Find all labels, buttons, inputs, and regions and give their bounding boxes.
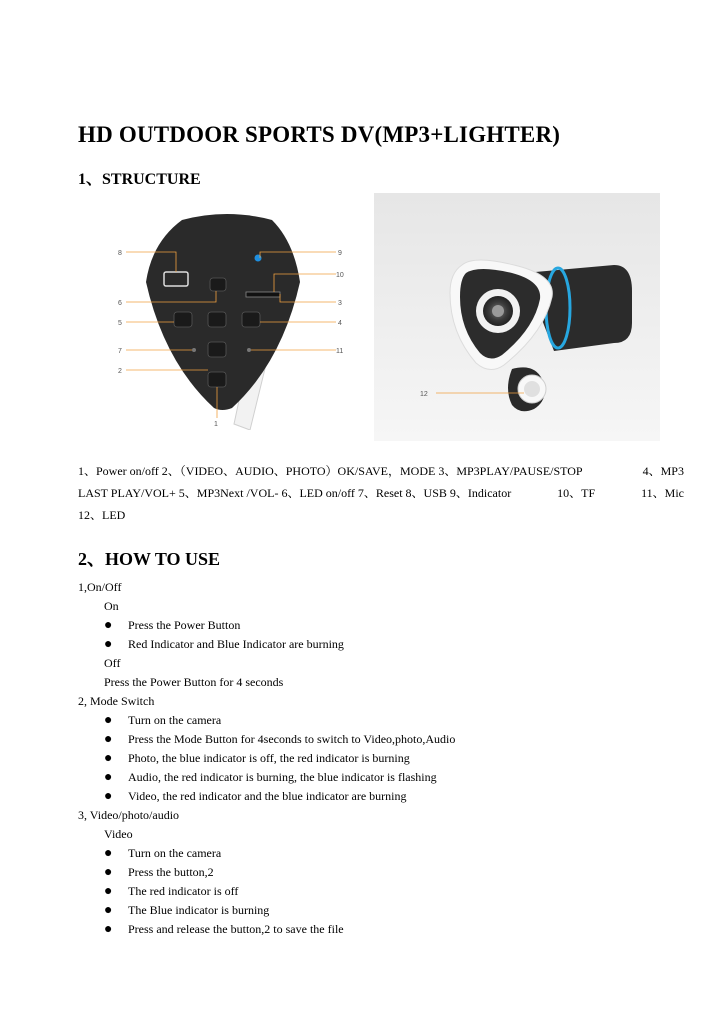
bullet-icon: ● (104, 865, 113, 880)
instruction-text: On (104, 599, 119, 613)
instruction-text: Video (104, 827, 133, 841)
bullet-icon: ● (104, 846, 113, 861)
sub-heading (78, 825, 698, 844)
instruction-text: Video, the red indicator and the blue indicator are burning (128, 789, 407, 803)
sub-heading (78, 597, 698, 616)
button-2 (208, 342, 226, 357)
bullet-icon: ● (104, 732, 113, 747)
legend-text: 11、Mic (641, 486, 684, 500)
legend-text: 4、MP3 (642, 464, 684, 478)
sub-heading (78, 673, 698, 692)
instruction-text: Audio, the red indicator is burning, the blue indicator is flashing (128, 770, 437, 784)
bullet-icon: ● (104, 637, 113, 652)
bullet-icon: ● (104, 789, 113, 804)
callout-label: 10 (336, 272, 344, 279)
callout-label: 6 (118, 300, 122, 307)
mount-hole (524, 381, 540, 397)
bullet-item (78, 901, 698, 920)
bullet-item (78, 616, 698, 635)
tf-slot (246, 292, 280, 297)
section-structure-heading: 1、STRUCTURE (78, 171, 201, 188)
bullet-icon: ● (104, 713, 113, 728)
callout-label: 8 (118, 250, 122, 257)
mic-hole (247, 348, 251, 352)
callout-label: 9 (338, 250, 342, 257)
instruction-text: Turn on the camera (128, 846, 222, 860)
bullet-item (78, 730, 698, 749)
instruction-text: Press the button,2 (128, 865, 214, 879)
bullet-icon: ● (104, 618, 113, 633)
reset-hole (192, 348, 196, 352)
instruction-text: Photo, the blue indicator is off, the red indicator is burning (128, 751, 410, 765)
how-to-use-list (78, 578, 698, 939)
callout-label: 5 (118, 320, 122, 327)
button-3 (208, 312, 226, 327)
bullet-item (78, 882, 698, 901)
legend-row (78, 504, 684, 526)
instruction-text: 3, Video/photo/audio (78, 808, 180, 822)
bullet-icon: ● (104, 770, 113, 785)
section-how-to-use-heading: 2、HOW TO USE (78, 549, 221, 569)
instruction-text: 2, Mode Switch (78, 694, 155, 708)
bullet-item (78, 787, 698, 806)
bullet-item (78, 635, 698, 654)
indicator-light (255, 255, 262, 262)
button-6 (210, 278, 226, 291)
bullet-item (78, 863, 698, 882)
legend-row (78, 482, 684, 504)
button-5 (174, 312, 192, 327)
bullet-item (78, 920, 698, 939)
callout-label: 3 (338, 300, 342, 307)
instruction-text: The Blue indicator is burning (128, 903, 270, 917)
legend-text: LAST PLAY/VOL+ 5、MP3Next /VOL- 6、LED on/off 7、Reset 8、USB 9、Indicator (78, 486, 512, 500)
bullet-icon: ● (104, 884, 113, 899)
instruction-text: Press the Mode Button for 4seconds to switch to Video,photo,Audio (128, 732, 456, 746)
step-heading (78, 692, 698, 711)
instruction-text: Red Indicator and Blue Indicator are burning (128, 637, 344, 651)
callout-label: 11 (336, 348, 344, 355)
callout-label: 4 (338, 320, 342, 327)
callout-label: 7 (118, 348, 122, 355)
bullet-item (78, 711, 698, 730)
bullet-item (78, 768, 698, 787)
bullet-icon: ● (104, 751, 113, 766)
legend-row (78, 460, 684, 482)
button-4 (242, 312, 260, 327)
device-back-panel-figure (104, 212, 350, 430)
callout-label: 12 (420, 391, 428, 398)
device-front-figure (374, 193, 660, 441)
instruction-text: Off (104, 656, 121, 670)
instruction-text: Press the Power Button (128, 618, 241, 632)
callout-label: 1 (214, 421, 218, 428)
bullet-icon: ● (104, 903, 113, 918)
lens-center (492, 305, 504, 317)
bullet-item (78, 844, 698, 863)
callout-label: 2 (118, 368, 122, 375)
document-title: HD OUTDOOR SPORTS DV(MP3+LIGHTER) (78, 122, 561, 147)
structure-legend (78, 460, 684, 526)
instruction-text: The red indicator is off (128, 884, 239, 898)
sub-heading (78, 654, 698, 673)
instruction-text: Turn on the camera (128, 713, 222, 727)
legend-text: 1、Power on/off 2、（VIDEO、AUDIO、PHOTO）OK/SAVE，MODE 3、MP3PLAY/PAUSE/STOP (78, 464, 583, 478)
instruction-text: Press and release the button,2 to save the file (128, 922, 344, 936)
instruction-text: 1,On/Off (78, 580, 122, 594)
step-heading (78, 578, 698, 597)
step-heading (78, 806, 698, 825)
button-1 (208, 372, 226, 387)
instruction-text: Press the Power Button for 4 seconds (104, 675, 284, 689)
legend-text: 12、LED (78, 508, 126, 522)
bullet-item (78, 749, 698, 768)
bullet-icon: ● (104, 922, 113, 937)
legend-text: 10、TF (557, 486, 596, 500)
